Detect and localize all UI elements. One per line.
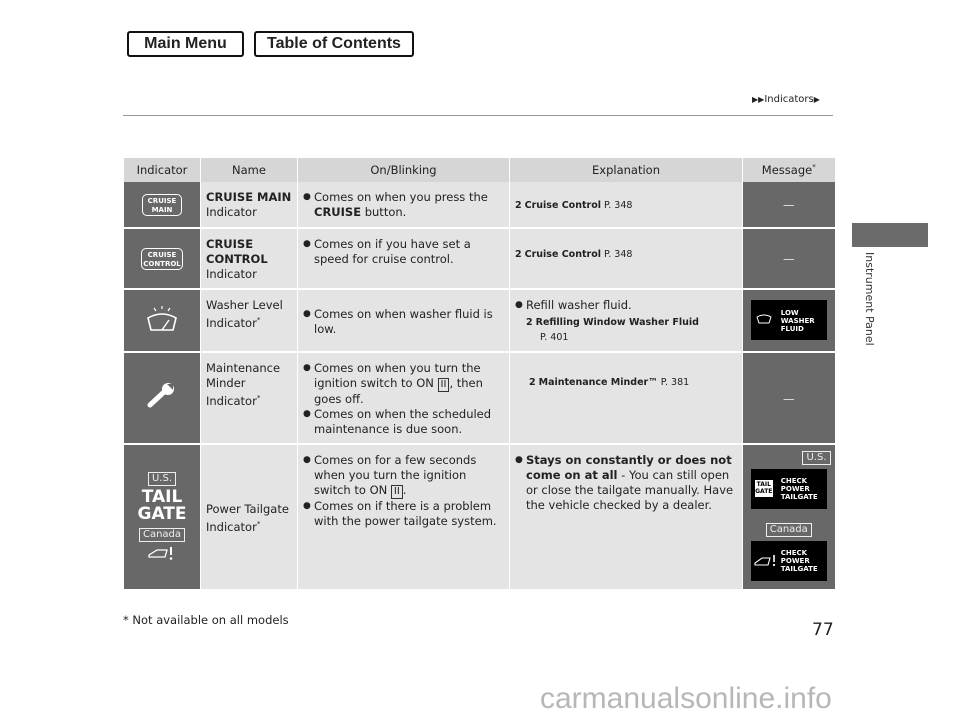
cruise-control-icon: CRUISE CONTROL — [124, 228, 201, 289]
indicator-name: Maintenance Minder Indicator* — [201, 352, 298, 444]
breadcrumb-arrow-icon: ▶▶ — [752, 95, 765, 104]
cross-reference-link[interactable]: 2 Cruise Control P. 348 — [515, 200, 633, 211]
header-on-blinking: On/Blinking — [298, 158, 510, 182]
on-blinking-text: ● Comes on if you have set a speed for cruise control. — [298, 228, 510, 289]
message-cell: U.S. TAIL GATE CHECK POWER TAILGATE Canada CHECK POWER TAILGATE — [743, 444, 835, 590]
explanation-text: ● Stays on constantly or does not come on at all - You can still open or close the tailgate manually. Have the vehicle checked by a dealer. — [510, 444, 743, 590]
ignition-on-key-icon: II — [438, 378, 450, 392]
breadcrumb-label: Indicators — [764, 94, 814, 105]
washer-fluid-message-display: LOW WASHER FLUID — [751, 300, 827, 340]
explanation-text — [510, 182, 743, 228]
on-blinking-text: ● Comes on when washer fluid is low. — [298, 289, 510, 352]
indicator-name: CRUISE MAIN Indicator — [201, 182, 298, 228]
breadcrumb-arrow-icon: ▶ — [813, 95, 820, 104]
message-cell — [743, 289, 835, 352]
power-tailgate-icon: U.S. TAIL GATE Canada — [124, 444, 201, 590]
table-row — [124, 444, 835, 590]
table-row — [124, 289, 835, 352]
footnote: * Not available on all models — [123, 613, 289, 627]
header-message: Message* — [743, 158, 835, 182]
section-tab[interactable] — [852, 223, 928, 247]
cross-reference-link[interactable]: 2 Refilling Window Washer Fluid P. 401 — [526, 317, 699, 343]
indicator-name: CRUISE CONTROL Indicator — [201, 228, 298, 289]
table-of-contents-button[interactable]: Table of Contents — [254, 31, 414, 57]
on-blinking-text: ● Comes on when you press the CRUISE button. — [298, 182, 510, 228]
watermark: carmanualsonline.info — [540, 682, 832, 715]
message-cell: — — [743, 182, 835, 228]
indicator-table — [123, 158, 835, 591]
table-row — [124, 182, 835, 228]
on-blinking-text: ● Comes on for a few seconds when you turn the ignition switch to ON II . ● Comes on if there is a problem with the power tailgate system. — [298, 444, 510, 590]
message-cell: — — [743, 352, 835, 444]
wrench-icon — [124, 352, 201, 444]
header-name: Name — [201, 158, 298, 182]
main-menu-button[interactable]: Main Menu — [127, 31, 244, 57]
explanation-text — [510, 228, 743, 289]
header-rule — [123, 115, 833, 116]
on-blinking-text: ● Comes on when you turn the ignition switch to ON II , then goes off. ● Comes on when the scheduled maintenance is due soon. — [298, 352, 510, 444]
tailgate-icon: TAIL GATE — [755, 481, 773, 495]
tailgate-warning-icon — [147, 545, 177, 561]
message-cell: — — [743, 228, 835, 289]
cross-reference-link[interactable]: 2 Maintenance Minder™ P. 381 — [529, 377, 690, 388]
table-row — [124, 352, 835, 444]
cruise-main-icon: CRUISE MAIN — [124, 182, 201, 228]
table-row — [124, 228, 835, 289]
header-indicator: Indicator — [124, 158, 201, 182]
ignition-on-key-icon: II — [391, 485, 403, 499]
indicator-name: Washer Level Indicator* — [201, 289, 298, 352]
cross-reference-link[interactable]: 2 Cruise Control P. 348 — [515, 249, 633, 260]
tailgate-warning-icon — [754, 554, 778, 568]
table-header-row — [124, 158, 835, 182]
washer-icon — [756, 310, 772, 324]
explanation-text: ● Refill washer fluid. 2 Refilling Window Washer Fluid P. 401 — [510, 289, 743, 352]
check-power-tailgate-display-us: TAIL GATE CHECK POWER TAILGATE — [751, 469, 827, 509]
section-label: Instrument Panel — [863, 252, 876, 346]
indicator-name: Power Tailgate Indicator* — [201, 444, 298, 590]
washer-level-icon — [124, 289, 201, 352]
breadcrumb — [752, 94, 820, 105]
header-explanation: Explanation — [510, 158, 743, 182]
check-power-tailgate-display-canada: CHECK POWER TAILGATE — [751, 541, 827, 581]
page-number: 77 — [812, 620, 834, 640]
explanation-text — [510, 352, 743, 444]
